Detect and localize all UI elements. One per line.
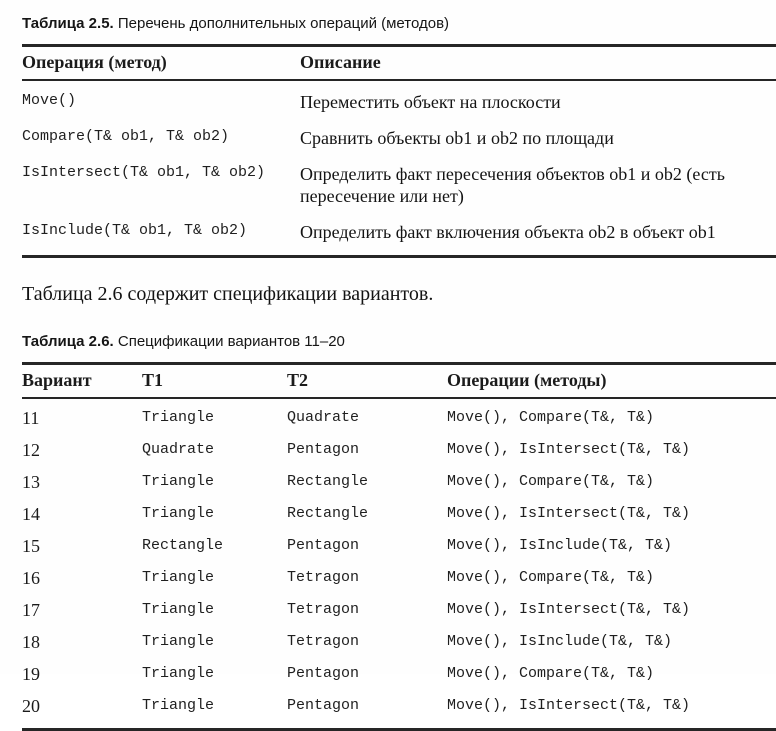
t2-cell: Rectangle <box>287 498 447 530</box>
variant-cell: 18 <box>22 626 142 658</box>
table-2-5-caption-number: Таблица 2.5. <box>22 15 114 32</box>
table-2-5-header-operation: Операция (метод) <box>22 46 300 81</box>
operations-cell: Move(), IsIntersect(T&, T&) <box>447 690 776 730</box>
operation-description-cell: Переместить объект на плоскости <box>300 80 776 120</box>
table-2-6-header-row <box>22 364 776 399</box>
variant-cell: 17 <box>22 594 142 626</box>
table-row <box>22 658 776 690</box>
operation-description-cell: Определить факт пересечения объектов ob1 и ob2 (есть пересечение или нет) <box>300 156 776 214</box>
t2-cell: Pentagon <box>287 434 447 466</box>
table-row <box>22 530 776 562</box>
table-row <box>22 594 776 626</box>
operations-cell: Move(), Compare(T&, T&) <box>447 658 776 690</box>
t1-cell: Quadrate <box>142 434 287 466</box>
variant-cell: 15 <box>22 530 142 562</box>
operations-cell: Move(), Compare(T&, T&) <box>447 562 776 594</box>
operation-method-cell: Compare(T& ob1, T& ob2) <box>22 120 300 156</box>
table-2-5-caption <box>22 14 776 34</box>
operations-cell: Move(), IsInclude(T&, T&) <box>447 530 776 562</box>
table-row <box>22 398 776 434</box>
t2-cell: Pentagon <box>287 530 447 562</box>
operation-method-cell: IsInclude(T& ob1, T& ob2) <box>22 214 300 257</box>
table-row <box>22 498 776 530</box>
t2-cell: Pentagon <box>287 690 447 730</box>
table-row <box>22 120 776 156</box>
t1-cell: Rectangle <box>142 530 287 562</box>
t2-cell: Tetragon <box>287 594 447 626</box>
body-paragraph: Таблица 2.6 содержит спецификации вариантов. <box>22 282 776 306</box>
operations-cell: Move(), IsInclude(T&, T&) <box>447 626 776 658</box>
table-row <box>22 690 776 730</box>
table-row <box>22 214 776 257</box>
t1-cell: Triangle <box>142 690 287 730</box>
variant-cell: 16 <box>22 562 142 594</box>
table-2-6-header-t1: T1 <box>142 364 287 399</box>
t2-cell: Tetragon <box>287 626 447 658</box>
table-2-6-header-operations: Операции (методы) <box>447 364 776 399</box>
table-2-6-header-t2: T2 <box>287 364 447 399</box>
table-2-6-caption <box>22 332 776 352</box>
table-2-5-header-description: Описание <box>300 46 776 81</box>
table-row <box>22 156 776 214</box>
t1-cell: Triangle <box>142 594 287 626</box>
t1-cell: Triangle <box>142 658 287 690</box>
table-2-6-caption-number: Таблица 2.6. <box>22 333 114 350</box>
table-row <box>22 626 776 658</box>
table-row <box>22 466 776 498</box>
t2-cell: Pentagon <box>287 658 447 690</box>
t1-cell: Triangle <box>142 466 287 498</box>
t1-cell: Triangle <box>142 562 287 594</box>
variant-cell: 14 <box>22 498 142 530</box>
operation-description-cell: Сравнить объекты ob1 и ob2 по площади <box>300 120 776 156</box>
table-2-6-caption-text: Спецификации вариантов 11–20 <box>114 333 345 350</box>
t1-cell: Triangle <box>142 498 287 530</box>
operation-description-cell: Определить факт включения объекта ob2 в объект ob1 <box>300 214 776 257</box>
t1-cell: Triangle <box>142 398 287 434</box>
table-row <box>22 80 776 120</box>
variant-cell: 12 <box>22 434 142 466</box>
table-2-5-operations <box>22 44 776 258</box>
table-2-5-header-row <box>22 46 776 81</box>
operation-method-cell: IsIntersect(T& ob1, T& ob2) <box>22 156 300 214</box>
variant-cell: 19 <box>22 658 142 690</box>
variant-cell: 13 <box>22 466 142 498</box>
operations-cell: Move(), Compare(T&, T&) <box>447 398 776 434</box>
table-row <box>22 562 776 594</box>
operations-cell: Move(), Compare(T&, T&) <box>447 466 776 498</box>
operation-method-cell: Move() <box>22 80 300 120</box>
operations-cell: Move(), IsIntersect(T&, T&) <box>447 594 776 626</box>
t1-cell: Triangle <box>142 626 287 658</box>
operations-cell: Move(), IsIntersect(T&, T&) <box>447 498 776 530</box>
t2-cell: Tetragon <box>287 562 447 594</box>
table-2-5-caption-text: Перечень дополнительных операций (методов) <box>114 15 449 32</box>
t2-cell: Quadrate <box>287 398 447 434</box>
table-row <box>22 434 776 466</box>
table-2-6-header-variant: Вариант <box>22 364 142 399</box>
table-2-6-variant-specs <box>22 362 776 731</box>
table-bottom-rule <box>22 257 776 259</box>
variant-cell: 20 <box>22 690 142 730</box>
operations-cell: Move(), IsIntersect(T&, T&) <box>447 434 776 466</box>
t2-cell: Rectangle <box>287 466 447 498</box>
variant-cell: 11 <box>22 398 142 434</box>
